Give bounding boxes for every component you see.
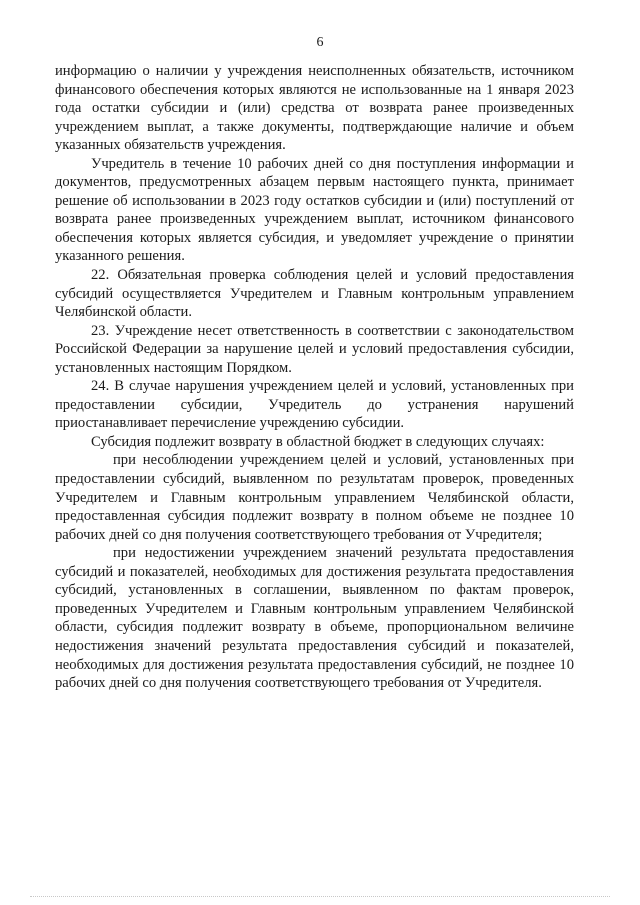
paragraph-item-24: 24. В случае нарушения учреждением целей и условий, установленных при предоставлении субсидии, Учредитель до устранения нарушений приостанавливает перечисление учреждению субсидии. bbox=[55, 378, 574, 432]
paragraph-refund-case-violation: при несоблюдении учреждением целей и условий, установленных при предоставлении субсидий, выявленном по результатам проверок, проведенных Учредителем и Главным контрольным управлением Челябинской области, предоставленная субсидия подлежит возврату в полном объеме не позднее 10 рабочих дней со дня получения соответствующего требования от Учредителя; bbox=[55, 452, 574, 543]
paragraph-item-22: 22. Обязательная проверка соблюдения целей и условий предоставления субсидий осуществляется Учредителем и Главным контрольным управлением Челябинской области. bbox=[55, 267, 574, 321]
scan-bottom-edge bbox=[30, 896, 610, 897]
page-number: 6 bbox=[316, 35, 324, 50]
paragraph-refund-case-underachievement: при недостижении учреждением значений результата предоставления субсидий и показателей, необходимых для достижения результата предоставления субсидий, установленных в соглашении, выявленном по фактам проверок, проведенных Учредителем и Главным контрольным управлением Челябинской области, субсидия подлежит возврату в объеме, пропорциональном величине недостижения значений результата предоставления субсидий и показателей, необходимых для достижения результата предоставления субсидий, не позднее 10 рабочих дней со дня получения соответствующего требования от Учредителя. bbox=[55, 545, 574, 692]
paragraph-refund-cases: Субсидия подлежит возврату в областной бюджет в следующих случаях: bbox=[91, 433, 545, 450]
document-body bbox=[55, 62, 574, 693]
paragraph-item-23: 23. Учреждение несет ответственность в соответствии с законодательством Российской Федерации за нарушение целей и условий предоставления субсидии, установленных настоящим Порядком. bbox=[55, 322, 574, 376]
paragraph-founder-decision: Учредитель в течение 10 рабочих дней со дня поступления информации и документов, предусмотренных абзацем первым настоящего пункта, принимает решение об использовании в 2023 году остатков субсидии и (или) поступлений от возврата ранее произведенных учреждением выплат, источником финансового обеспечения которых является субсидия, и уведомляет учреждение о принятии указанного решения. bbox=[55, 155, 574, 265]
paragraph-obligations-info: информацию о наличии у учреждения неисполненных обязательств, источником финансового обеспечения которых являются не использованные на 1 января 2023 года остатки субсидии и (или) средства от возврата ранее произведенных учреждением выплат, а также документы, подтверждающие наличие и объем указанных обязательств учреждения. bbox=[55, 63, 574, 154]
